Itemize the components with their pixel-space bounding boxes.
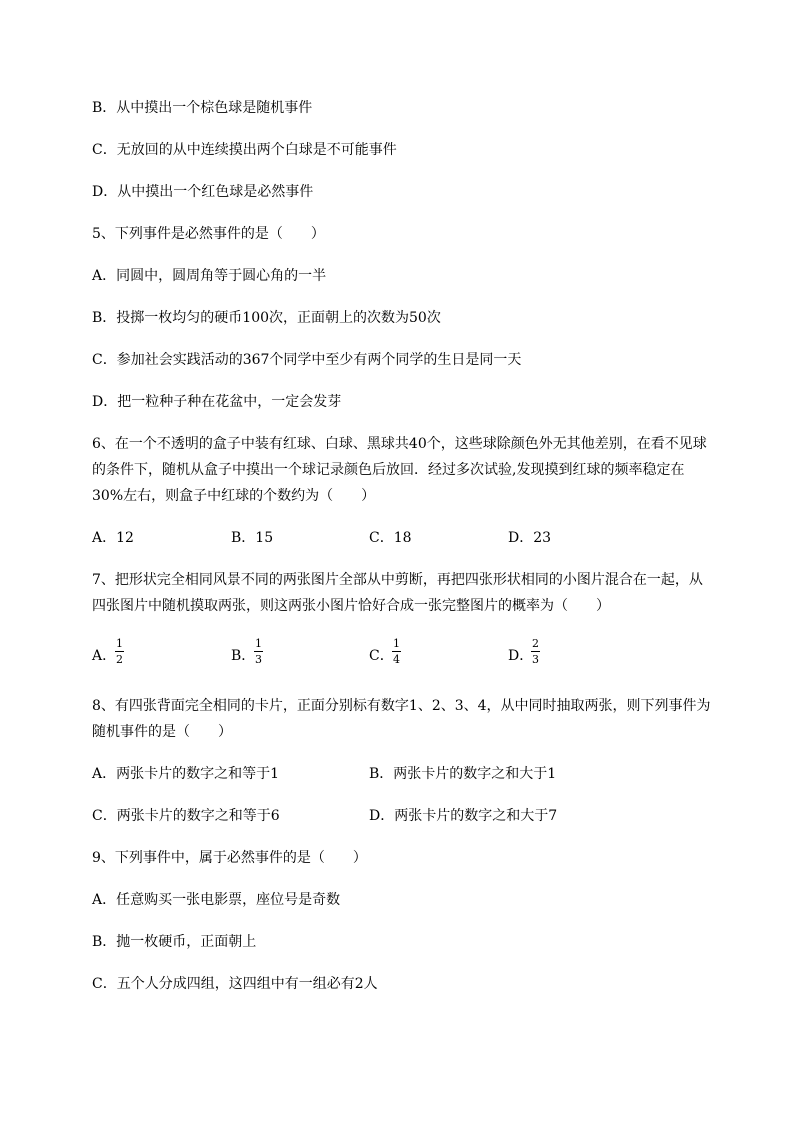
q6-stem-line2: 的条件下，随机从盒子中摸出一个球记录颜色后放回．经过多次试验,发现摸到红球的频率稳定在 (92, 462, 685, 478)
q5-option-c: C．参加社会实践活动的367个同学中至少有两个同学的生日是同一天 (92, 352, 522, 368)
fraction-bar (115, 651, 124, 652)
q7-stem-line1: 7、把形状完全相同风景不同的两张图片全部从中剪断，再把四张形状相同的小图片混合在一起，从 (92, 572, 703, 588)
q7-option-b-fraction (254, 638, 263, 666)
q6-option-c: C．18 (369, 530, 412, 546)
q4-option-d: D．从中摸出一个红色球是必然事件 (92, 184, 314, 200)
q8-option-b: B．两张卡片的数字之和大于1 (369, 766, 557, 782)
q7-option-d-fraction (531, 638, 540, 666)
fraction-bar (392, 651, 401, 652)
q8-stem-line1: 8、有四张背面完全相同的卡片，正面分别标有数字1、2、3、4，从中同时抽取两张，则下列事件为 (92, 698, 711, 714)
q9-option-a: A．任意购买一张电影票，座位号是奇数 (92, 892, 341, 908)
q7-option-b-label: B． (231, 648, 256, 664)
q5-option-a: A．同圆中，圆周角等于圆心角的一半 (92, 268, 327, 284)
fraction-numerator: 1 (393, 637, 400, 650)
q8-stem-line2: 随机事件的是（ ） (92, 724, 232, 740)
q5-option-d: D．把一粒种子种在花盆中，一定会发芽 (92, 394, 342, 410)
fraction-denominator: 3 (532, 653, 539, 666)
q9-option-c: C．五个人分成四组，这四组中有一组必有2人 (92, 976, 378, 992)
q6-option-b: B．15 (231, 530, 274, 546)
q5-stem: 5、下列事件是必然事件的是（ ） (92, 226, 325, 242)
q9-option-b: B．抛一枚硬币，正面朝上 (92, 934, 257, 950)
fraction-bar (254, 651, 263, 652)
q6-stem-line3: 30%左右，则盒子中红球的个数约为（ ） (92, 488, 376, 504)
q4-option-c: C．无放回的从中连续摸出两个白球是不可能事件 (92, 142, 397, 158)
fraction-numerator: 1 (116, 637, 123, 650)
q7-option-a-label: A． (92, 648, 117, 664)
q4-option-b: B．从中摸出一个棕色球是随机事件 (92, 100, 313, 116)
q6-option-d: D．23 (508, 530, 552, 546)
q6-option-a: A．12 (92, 530, 134, 546)
fraction-numerator: 1 (255, 637, 262, 650)
q9-stem: 9、下列事件中，属于必然事件的是（ ） (92, 850, 367, 866)
fraction-denominator: 4 (393, 653, 400, 666)
q8-option-c: C．两张卡片的数字之和等于6 (92, 808, 280, 824)
q7-option-c-fraction (392, 638, 401, 666)
fraction-numerator: 2 (532, 637, 539, 650)
q8-option-a: A．两张卡片的数字之和等于1 (92, 766, 280, 782)
fraction-denominator: 3 (255, 653, 262, 666)
q5-option-b: B．投掷一枚均匀的硬币100次，正面朝上的次数为50次 (92, 310, 441, 326)
q8-option-d: D．两张卡片的数字之和大于7 (369, 808, 558, 824)
q7-stem-line2: 四张图片中随机摸取两张，则这两张小图片恰好合成一张完整图片的概率为（ ） (92, 598, 610, 614)
q6-stem-line1: 6、在一个不透明的盒子中装有红球、白球、黑球共40个，这些球除颜色外无其他差别，在看不见球 (92, 436, 707, 452)
fraction-bar (531, 651, 540, 652)
q7-option-a-fraction (115, 638, 124, 666)
q7-option-c-label: C． (369, 648, 394, 664)
fraction-denominator: 2 (116, 653, 123, 666)
q7-option-d-label: D． (508, 648, 534, 664)
